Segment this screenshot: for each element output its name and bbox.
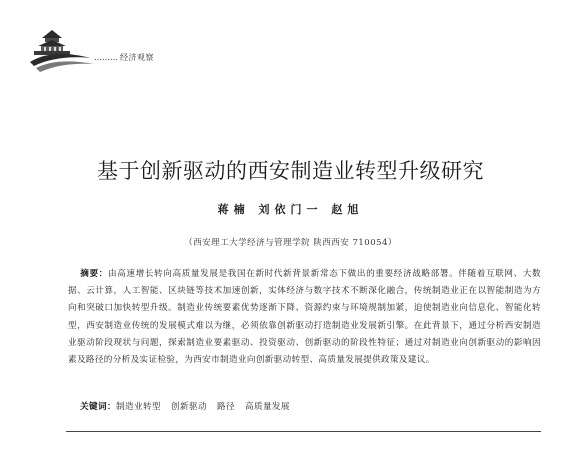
keyword-item: 创新驱动 bbox=[170, 402, 207, 412]
keyword-item: 高质量发展 bbox=[244, 402, 290, 412]
section-name: 经济观察 bbox=[120, 53, 154, 62]
keywords-block bbox=[80, 400, 300, 412]
keywords-label: 关键词： bbox=[80, 402, 116, 412]
journal-header bbox=[28, 18, 228, 78]
article-title: 基于创新驱动的西安制造业转型升级研究 bbox=[97, 159, 484, 183]
abstract-label: 摘要： bbox=[80, 269, 108, 279]
keyword-item: 制造业转型 bbox=[115, 402, 161, 412]
abstract-text: 由高速增长转向高质量发展是我国在新时代新背景新常态下做出的重要经济战略部署。伴随着互联网、大数据、云计算，人工智能、区块链等技术加速创新，实体经济与数字技术不断深化融合，传统制造业正在以智能制造为方向和突破口加快转型升级。制造业传统要素优势逐渐下降、资源约束与环境规制加紧，迫使制造业向信息化、智能化转型，西安制造业传统的发展模式难以为继，必须依靠创新驱动打造制造业发展新引擎。在此背景下，通过分析西安制造业驱动阶段现状与问题，探索制造业要素驱动、投资驱动、创新驱动的阶段性特征；通过对制造业向创新驱动的影响因素及路径的分析及实证检验，为西安市制造业向创新驱动转型、高质量发展提供政策及建议。 bbox=[68, 269, 541, 366]
article-authors: 蒋楠 刘依门一 赵旭 bbox=[217, 203, 364, 216]
section-label bbox=[94, 52, 154, 63]
section-dots: ……… bbox=[94, 53, 118, 62]
journal-logo-icon bbox=[28, 18, 98, 74]
author-affiliation: （西安理工大学经济与管理学院 陕西西安 710054） bbox=[184, 238, 397, 248]
keyword-item: 路径 bbox=[216, 402, 235, 412]
section-divider bbox=[66, 431, 541, 432]
abstract-block bbox=[68, 266, 541, 369]
